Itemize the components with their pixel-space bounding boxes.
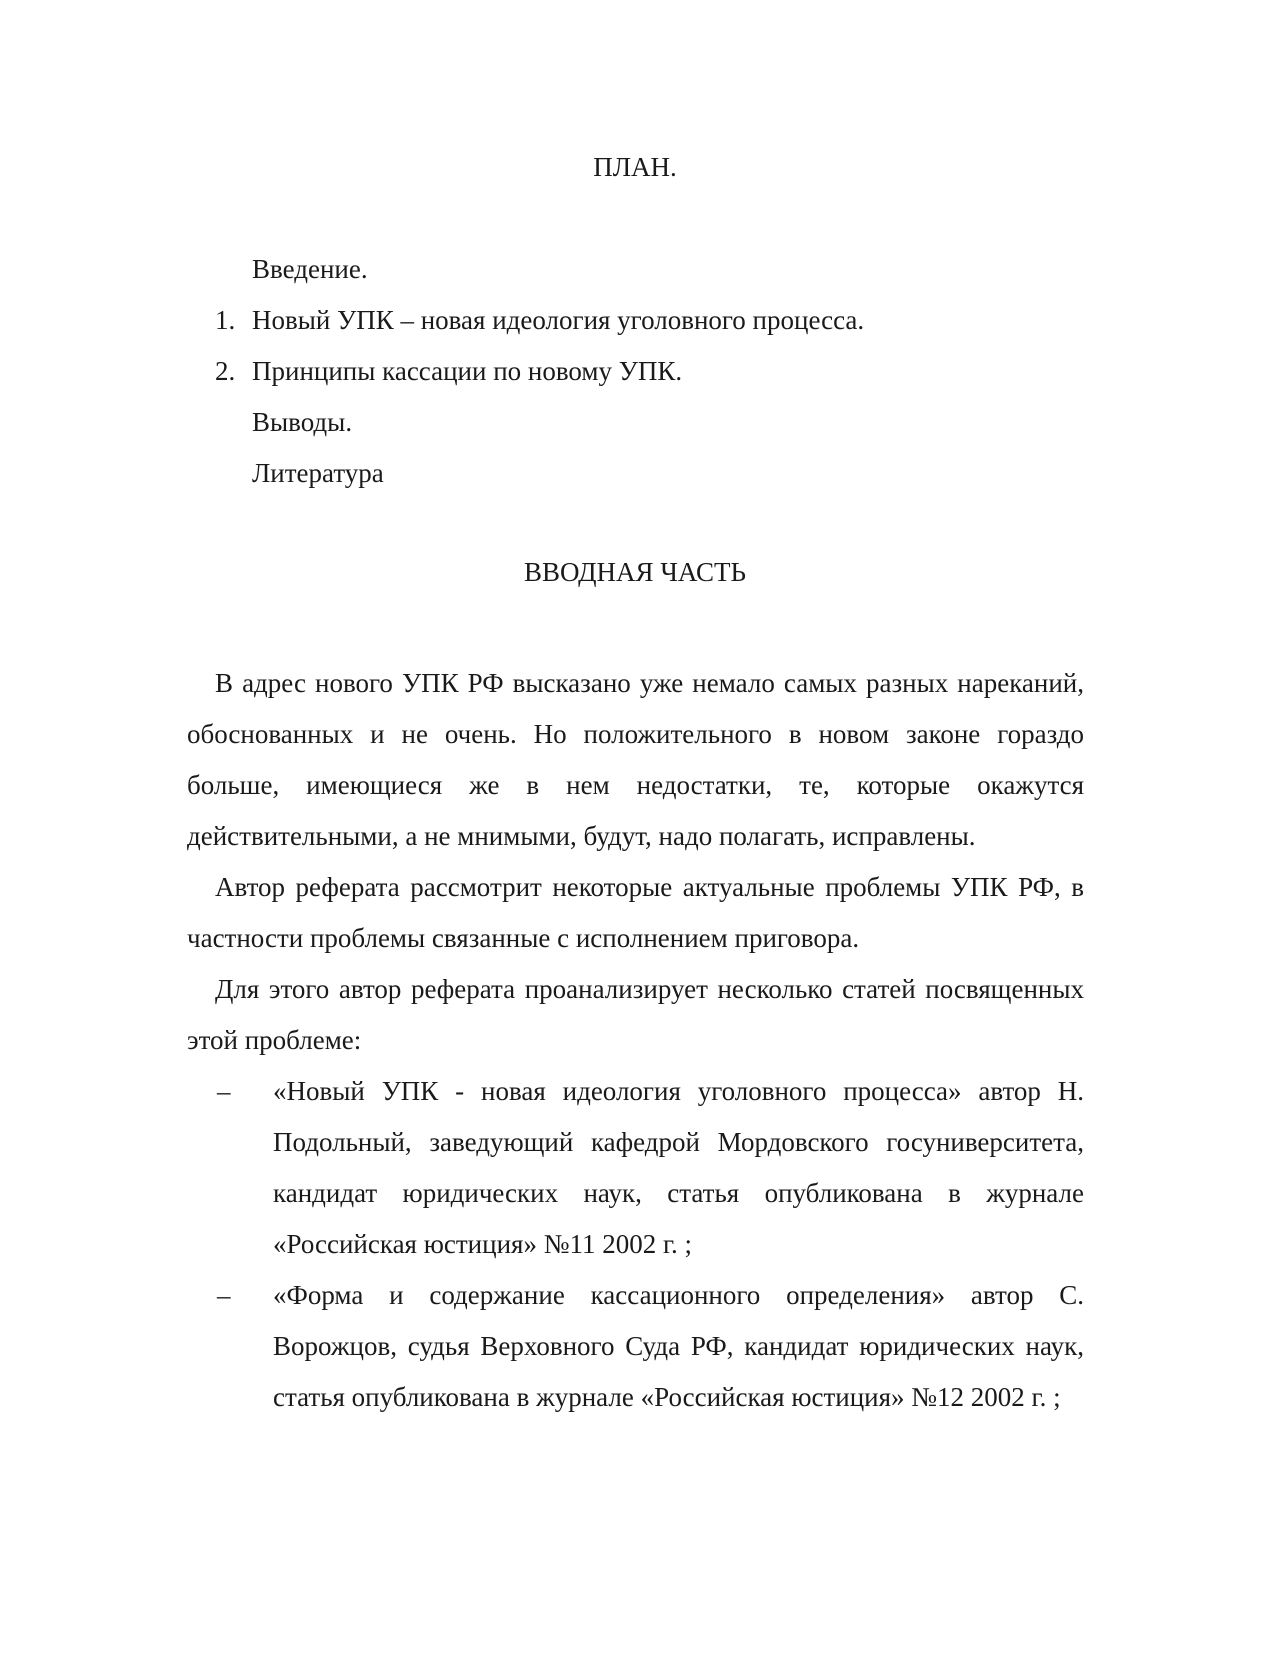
plan-item [215,456,1115,507]
plan-item-text: Новый УПК – новая идеология уголовного процесса. [252,305,865,335]
plan-title: ПЛАН. [593,152,677,182]
plan-item-text: Литература [252,458,384,488]
article-list-item [187,1270,1084,1423]
plan-item [215,354,1115,405]
plan-item [215,405,1115,456]
plan-item [215,303,1115,354]
article-list [187,1066,1084,1423]
bullet-dash: – [217,1076,231,1106]
plan-item-number: 1. [215,305,236,335]
intro-paragraph: Для этого автор реферата проанализирует несколько статей посвященных этой проблеме: [187,974,1084,1055]
plan-list [215,252,1115,507]
article-list-text: «Форма и содержание кассационного определения» автор С. Ворожцов, судья Верховного Суда РФ, кандидат юридических наук, статья опубликована в журнале «Российская юстиция» №12 2002 г. ; [273,1280,1084,1412]
intro-body [187,658,1084,1423]
plan-item-number: 2. [215,356,236,386]
plan-item-text: Введение. [252,254,368,284]
article-list-text: «Новый УПК - новая идеология уголовного процесса» автор Н. Подольный, заведующий кафедрой Мордовского госуниверситета, кандидат юридических наук, статья опубликована в журнале «Российская юстиция» №11 2002 г. ; [273,1076,1084,1259]
plan-item-text: Принципы кассации по новому УПК. [252,356,683,386]
intro-title: ВВОДНАЯ ЧАСТЬ [523,557,747,587]
article-list-item [187,1066,1084,1270]
intro-paragraph: Автор реферата рассмотрит некоторые актуальные проблемы УПК РФ, в частности проблемы связанные с исполнением приговора. [187,872,1084,953]
plan-item [215,252,1115,303]
bullet-dash: – [217,1280,231,1310]
plan-item-text: Выводы. [252,407,353,437]
intro-paragraph: В адрес нового УПК РФ высказано уже немало самых разных нареканий, обоснованных и не очень. Но положительного в новом законе гораздо больше, имеющиеся же в нем недостатки, те, которые окажутся действительными, а не мнимыми, будут, надо полагать, исправлены. [187,668,1084,851]
